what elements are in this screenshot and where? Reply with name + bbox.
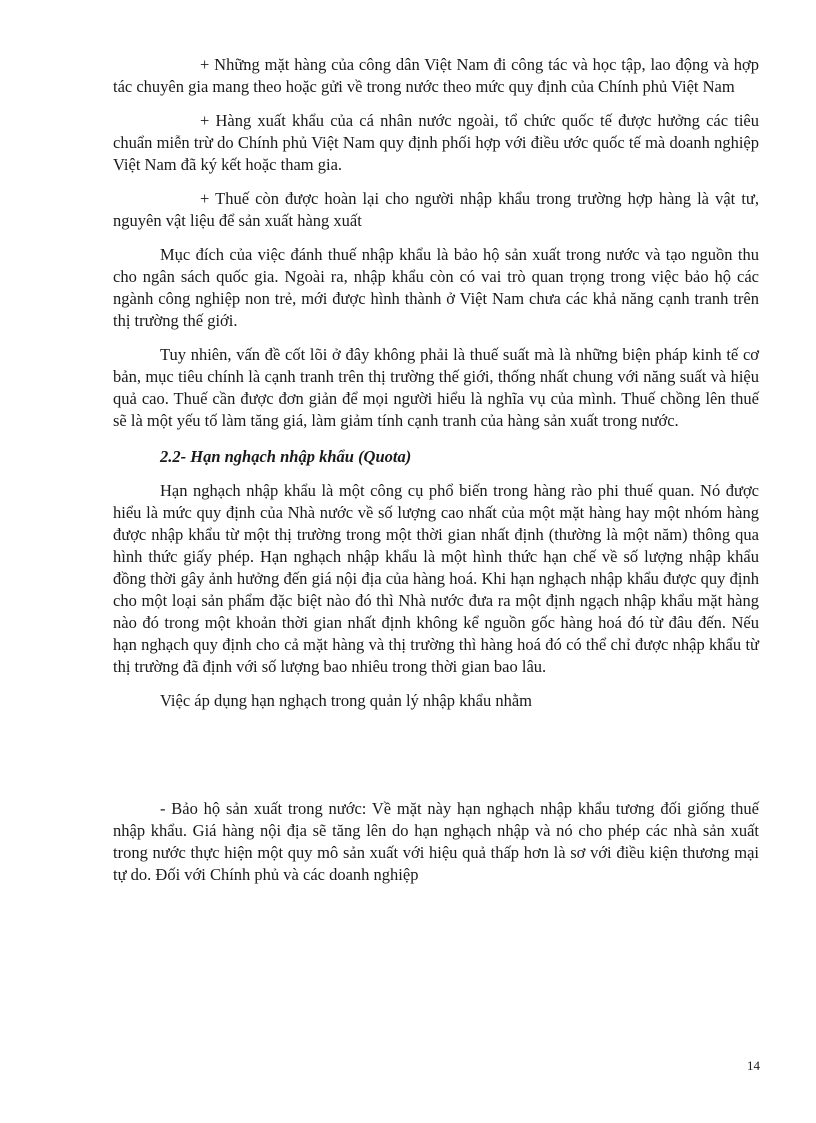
- paragraph-protection: - Bảo hộ sản xuất trong nước: Về mặt này hạn nghạch nhập khẩu tương đối giống thuế nhập khẩu. Giá hàng nội địa sẽ tăng lên do hạn nghạch nhập và nó cho phép các nhà sản xuất trong nước thực hiện một quy mô sản xuất với hiệu quả thấp hơn là sơ với điều kiện thương mại tự do. Đối với Chính phủ và các doanh nghiệp: [113, 799, 759, 884]
- section-heading: 2.2- Hạn nghạch nhập khẩu (Quota): [160, 447, 412, 466]
- bullet-item: + Thuế còn được hoàn lại cho người nhập khẩu trong trường hợp hàng là vật tư, nguyên vật liệu để sản xuất hàng xuất: [113, 189, 759, 230]
- paragraph-application: Việc áp dụng hạn nghạch trong quản lý nhập khẩu nhằm: [160, 691, 532, 710]
- paragraph-purpose: Mục đích của việc đánh thuế nhập khẩu là bảo hộ sản xuất trong nước và tạo nguồn thu cho ngân sách quốc gia. Ngoài ra, nhập khẩu còn có vai trò quan trọng trong việc bảo hộ các ngành công nghiệp non trẻ, mới được hình thành ở Việt Nam chưa các khả năng cạnh tranh trên thị trường thế giới.: [113, 245, 759, 330]
- bullet-item: + Hàng xuất khẩu của cá nhân nước ngoài, tổ chức quốc tế được hưởng các tiêu chuẩn miễn trừ do Chính phủ Việt Nam quy định phối hợp với điều ước quốc tế mà doanh nghiệp Việt Nam đã ký kết hoặc tham gia.: [113, 111, 759, 174]
- page-number: 14: [747, 1058, 760, 1073]
- paragraph-quota: Hạn nghạch nhập khẩu là một công cụ phổ biến trong hàng rào phi thuế quan. Nó được hiểu là mức quy định của Nhà nước về số lượng cao nhất của một mặt hàng hay một nhóm hàng được nhập khẩu từ một thị trường trong một thời gian nhất định (thường là một năm) thông qua hình thức giấy phép. Hạn nghạch nhập khẩu là một hình thức hạn chế về số lượng nhập khẩu đồng thời gây ảnh hưởng đến giá nội địa của hàng hoá. Khi hạn nghạch nhập khẩu được quy định cho một loại sản phẩm đặc biệt nào đó thì Nhà nước đưa ra một định ngạch nhập khẩu mặt hàng nào đó trong một khoản thời gian nhất định không kể nguồn gốc hàng hoá đó từ đâu đến. Nếu hạn nghạch quy định cho cả mặt hàng và thị trường thì hàng hoá đó có thể chỉ được nhập khẩu từ thị trường đã định với số lượng bao nhiêu trong thời gian bao lâu.: [113, 481, 759, 676]
- bullet-item: + Những mặt hàng của công dân Việt Nam đi công tác và học tập, lao động và hợp tác chuyên gia mang theo hoặc gửi về trong nước theo mức quy định của Chính phủ Việt Nam: [113, 55, 759, 96]
- paragraph-however: Tuy nhiên, vấn đề cốt lõi ở đây không phải là thuế suất mà là những biện pháp kinh tế cơ bản, mục tiêu chính là cạnh tranh trên thị trường thế giới, thống nhất chung với năng suất và hiệu quả cao. Thuế cần được đơn giản để mọi người hiểu là nghĩa vụ của mình. Thuế chồng lên thuế sẽ là một yếu tố làm tăng giá, làm giảm tính cạnh tranh của hàng sản xuất trong nước.: [113, 345, 759, 430]
- page-content: [113, 54, 759, 886]
